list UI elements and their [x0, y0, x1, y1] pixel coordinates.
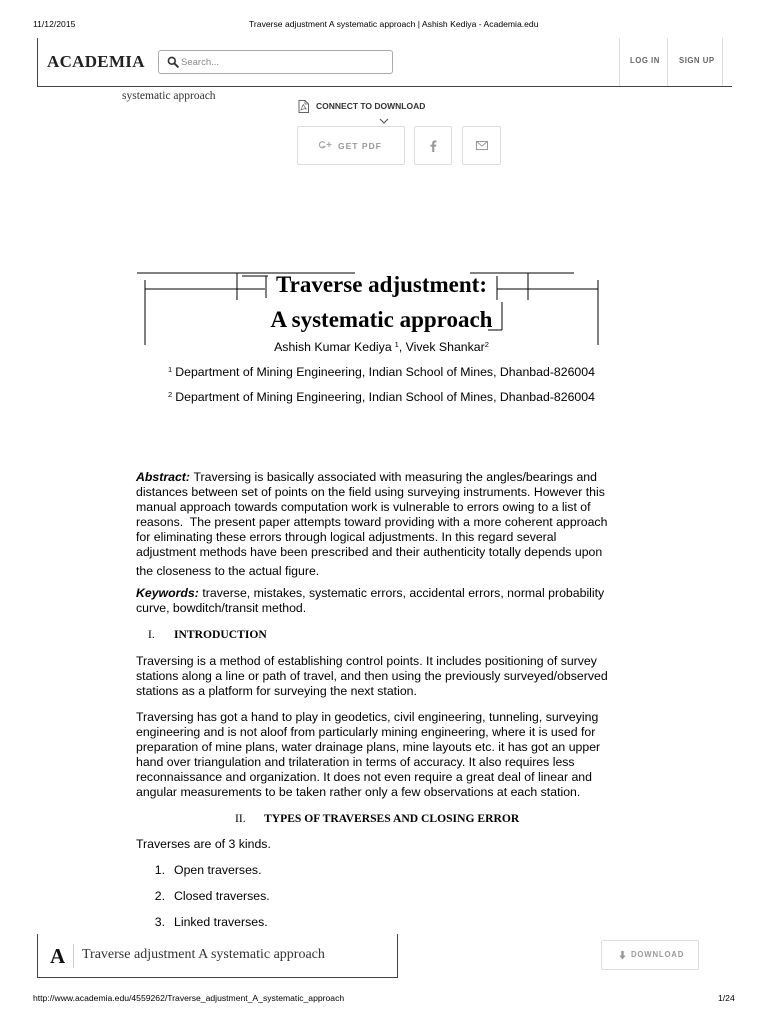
get-pdf-label: GET PDF [338, 141, 382, 151]
keywords-line: curve, bowditch/transit method. [136, 600, 307, 615]
abstract-line [136, 470, 597, 485]
abstract-line: reasons. The present paper attempts toward providing with a more coherent approach [136, 514, 608, 529]
abstract-text: Traversing is basically associated with measuring the angles/bearings and [193, 469, 597, 484]
list-item-number: 3. [154, 914, 165, 929]
footer-bar-right-border [397, 934, 398, 977]
footer-bar-bottom-border [37, 977, 398, 978]
nav-divider [619, 38, 620, 86]
login-link[interactable]: LOG IN [630, 56, 660, 65]
header-bottom-border [37, 86, 732, 87]
paragraph-line: reconnaissance and organization. It does not even require a great deal of linear and [136, 769, 592, 784]
affiliation-text: Department of Mining Engineering, Indian School of Mines, Dhanbad-826004 [175, 389, 595, 404]
footer-bar-left-border [37, 934, 38, 977]
paper-title-line: A systematic approach [270, 307, 493, 332]
print-page-number: 1/24 [718, 993, 735, 1003]
document-title-fragment: systematic approach [122, 90, 216, 102]
section-heading: TYPES OF TRAVERSES AND CLOSING ERROR [264, 811, 520, 825]
connect-to-download-label: CONNECT TO DOWNLOAD [316, 101, 426, 111]
affiliation-mark: 2 [168, 389, 173, 399]
facebook-icon [430, 140, 437, 152]
footer-divider [73, 944, 74, 968]
author-affiliation-mark: 1 [394, 339, 399, 349]
abstract-line: the closeness to the actual figure. [136, 563, 320, 578]
affiliation-mark: 1 [168, 364, 173, 374]
share-email-button[interactable] [462, 126, 501, 165]
download-label: DOWNLOAD [631, 950, 685, 959]
keywords-text: traverse, mistakes, systematic errors, accidental errors, normal probability [202, 585, 605, 600]
section-numeral: II. [235, 811, 246, 825]
download-arrow-icon [619, 951, 626, 960]
signup-link[interactable]: SIGN UP [679, 56, 715, 65]
print-date: 11/12/2015 [33, 19, 76, 29]
abstract-line: for eliminating these errors through logical adjustments. In this regard several [136, 529, 557, 544]
paragraph-line: preparation of mine plans, water drainage plans, mine layouts etc. it has got an upper [136, 739, 601, 754]
pdf-icon [298, 100, 309, 113]
keywords-label: Keywords: [136, 585, 199, 600]
keywords-line [136, 586, 604, 601]
paragraph-line: stations along a line or path of travel, and then using the previously surveyed/observed [136, 668, 608, 683]
abstract-label: Abstract: [136, 469, 190, 484]
search-icon [167, 56, 179, 68]
list-item-text: Linked traverses. [174, 914, 268, 929]
academia-logo-mark[interactable]: A [50, 944, 66, 968]
nav-divider [667, 38, 668, 86]
paper-affiliation [136, 390, 627, 406]
paper-authors [136, 340, 627, 356]
paragraph-line: Traverses are of 3 kinds. [136, 836, 271, 851]
paragraph-line: Traversing is a method of establishing control points. It includes positioning of survey [136, 653, 597, 668]
list-item-text: Closed traverses. [174, 888, 270, 903]
section-numeral: I. [148, 627, 155, 641]
author-name: , Vivek Shankar [398, 339, 485, 354]
chevron-down-icon[interactable] [379, 118, 389, 124]
download-button[interactable] [601, 940, 699, 970]
paragraph-line: angular measurements to be taken rather only a few observations at each station. [136, 784, 581, 799]
print-url: http://www.academia.edu/4559262/Traverse_adjustment_A_systematic_approach [33, 993, 345, 1003]
paper-title-line: Traverse adjustment: [276, 272, 487, 297]
share-facebook-button[interactable] [414, 126, 452, 165]
section-heading: INTRODUCTION [174, 627, 267, 641]
paper-affiliation [136, 365, 627, 381]
nav-divider [722, 38, 723, 86]
author-name: Ashish Kumar Kediya [274, 339, 392, 354]
header-left-border [37, 38, 38, 86]
abstract-line: adjustment methods have been prescribed and their authenticity totally depends upon [136, 544, 603, 559]
abstract-line: distances between set of points on the field using surveying instruments. However this [136, 484, 605, 499]
email-icon [476, 141, 488, 150]
paragraph-line: stations as a platform for surveying the next station. [136, 683, 417, 698]
list-item-number: 1. [154, 862, 165, 877]
footer-document-title: Traverse adjustment A systematic approach [82, 947, 325, 962]
search-input[interactable] [181, 54, 381, 70]
print-page-title: Traverse adjustment A systematic approach | Ashish Kediya - Academia.edu [249, 19, 539, 29]
list-item-number: 2. [154, 888, 165, 903]
academia-logo[interactable]: ACADEMIA [47, 52, 145, 71]
paragraph-line: engineering and is not aloof from particularly mining engineering, where it is used for [136, 724, 596, 739]
abstract-line: manual approach towards computation work is vulnerable to errors owing to a list of [136, 499, 591, 514]
google-plus-icon [318, 140, 332, 152]
paragraph-line: Traversing has got a hand to play in geodetics, civil engineering, tunneling, surveying [136, 709, 599, 724]
search-box[interactable] [158, 50, 393, 74]
paragraph-line: hand over triangulation and trilateration in terms of accuracy. It also requires less [136, 754, 575, 769]
author-affiliation-mark: 2 [484, 339, 489, 349]
affiliation-text: Department of Mining Engineering, Indian School of Mines, Dhanbad-826004 [175, 364, 595, 379]
list-item-text: Open traverses. [174, 862, 262, 877]
get-pdf-button[interactable] [297, 126, 405, 165]
